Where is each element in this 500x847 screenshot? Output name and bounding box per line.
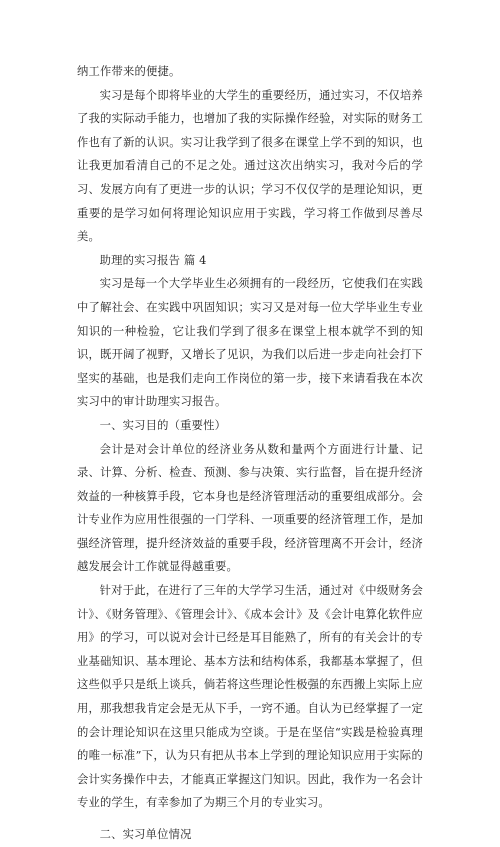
document-body [77, 60, 423, 847]
paragraph-study-background: 针对于此，在进行了三年的大学学习生活，通过对《中级财务会计》、《财务管理》、《管理会计》、《成本会计》及《会计电算化软件应用》的学习，可以说对会计已经是耳目能熟了，所有的有关会计的专业基础知识、基本理论、基本方法和结构体系，我都基本掌握了，但这些似乎只是纸上谈兵，倘若将这些理论性极强的东西搬上实际上应用，那我想我肯定会是无从下手，一窍不通。自认为已经掌握了一定的会计理论知识在这里只能成为空谈。于是在坚信“实践是检验真理的唯一标准”下，认为只有把从书本上学到的理论知识应用于实际的会计实务操作中去，才能真正掌握这门知识。因此，我作为一名会计专业的学生，有幸参加了为期三个月的专业实习。 [77, 584, 423, 810]
paragraph-internship-reflection: 实习是每个即将毕业的大学生的重要经历，通过实习，不仅培养了我的实际动手能力，也增加了我的实际操作经验，对实际的财务工作也有了新的认识。实习让我学到了很多在课堂上学不到的知识，也让我更加看清自己的不足之处。通过这次出纳实习，我对今后的学习、发展方向有了更进一步的认识；学习不仅仅学的是理论知识，更重要的是学习如何将理论知识应用于实践，学习将工作做到尽善尽美。 [77, 88, 423, 244]
paragraph-intro: 实习是每一个大学毕业生必须拥有的一段经历，它使我们在实践中了解社会、在实践中巩固知识；实习又是对每一位大学毕业生专业知识的一种检验，它让我们学到了很多在课堂上根本就学不到的知识，既开阔了视野，又增长了见识，为我们以后进一步走向社会打下坚实的基础，也是我们走向工作岗位的第一步，接下来请看我在本次实习中的审计助理实习报告。 [77, 277, 423, 409]
heading-internship-purpose: 一、实习目的（重要性） [99, 418, 227, 432]
section-title-report-4: 助理的实习报告 篇 4 [99, 253, 207, 267]
paragraph-accounting-definition: 会计是对会计单位的经济业务从数和量两个方面进行计量、记录、计算、分析、检查、预测、参与决策、实行监督，旨在提升经济效益的一种核算手段，它本身也是经济管理活动的重要组成部分。会计专业作为应用性很强的一门学科、一项重要的经济管理工作，是加强经济管理，提升经济效益的重要手段，经济管理离不开会计，经济越发展会计工作就显得越重要。 [77, 442, 423, 574]
heading-internship-unit: 二、实习单位情况 [99, 828, 192, 841]
paragraph-continuation: 纳工作带来的便捷。 [77, 65, 181, 78]
